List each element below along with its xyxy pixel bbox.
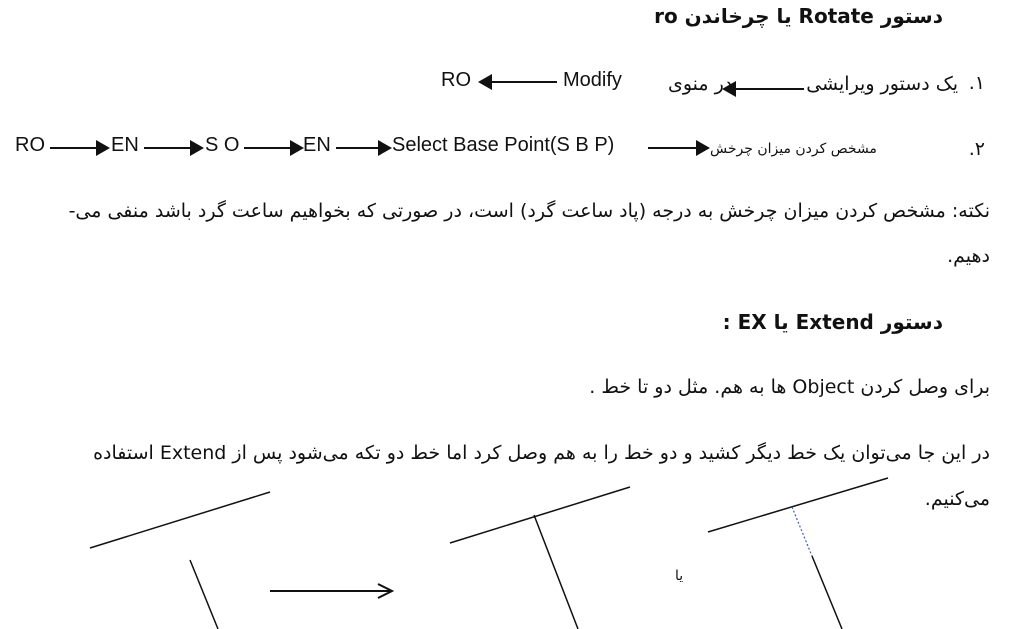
step2-number: ۲. <box>968 138 985 160</box>
ro-command: RO <box>441 69 471 91</box>
extend-paragraph-2-line-1: در این جا می‌توان یک خط دیگر کشید و دو خط را به هم وصل کرد اما خط دو تکه می‌شود پس از Extend استفاده <box>93 442 990 464</box>
extend-paragraph-1: برای وصل کردن Object ها به هم. مثل دو تا خط . <box>589 376 990 398</box>
or-label: یا <box>675 568 684 584</box>
extend-heading: دستور Extend یا EX : <box>722 310 943 334</box>
extend-paragraph-2-line-2: می‌کنیم. <box>924 488 990 510</box>
step1-menu-label: در منوی <box>668 73 733 95</box>
note-line-2: دهیم. <box>947 245 990 267</box>
en-command: EN <box>303 134 331 156</box>
step1-text: یک دستور ویرایشی <box>806 73 958 95</box>
step1-number: ۱. <box>968 72 985 94</box>
select-base-point: Select Base Point(S B P) <box>392 134 615 156</box>
en-command: EN <box>111 134 139 156</box>
figure-before <box>90 492 270 629</box>
step2-rotation-text: مشخص کردن میزان چرخش <box>710 141 877 157</box>
figure-after-extend <box>450 487 630 629</box>
note-line-1: نکته: مشخص کردن میزان چرخش به درجه (پاد ساعت گرد) است، در صورتی که بخواهیم ساعت گرد باشد منفی می- <box>68 200 990 222</box>
figure-after-line <box>708 478 888 629</box>
modify-menu-label: Modify <box>563 69 622 91</box>
rotate-heading: دستور Rotate یا چرخاندن ro <box>654 4 943 28</box>
ro-command: RO <box>15 134 45 156</box>
so-command: S O <box>205 134 240 156</box>
arrow-right-icon <box>270 584 392 598</box>
